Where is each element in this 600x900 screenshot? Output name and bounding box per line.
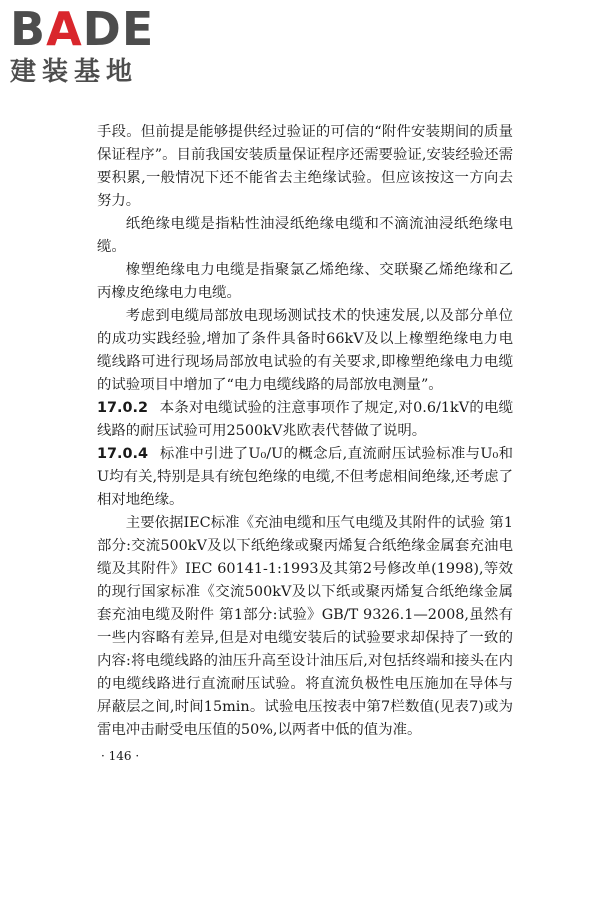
paragraph-paper-cable: 纸绝缘电缆是指粘性油浸纸绝缘电缆和不滴流油浸纸绝缘电缆。	[97, 216, 513, 255]
paragraph-partial-discharge: 考虑到电缆局部放电现场测试技术的快速发展,以及部分单位的成功实践经验,增加了条件具备时66kV及以上橡塑绝缘电力电缆线路可进行现场局部放电试验的有关要求,即橡塑绝缘电力电缆的试验项目中增加了“电力电缆线路的局部放电测量”。	[97, 308, 513, 393]
clause-text: 标准中引进了U₀/U的概念后,直流耐压试验标准与U₀和U均有关,特别是具有统包绝缘的电缆,不但考虑相间绝缘,还考虑了相对地绝缘。	[97, 446, 513, 508]
logo-letter-b: B	[10, 2, 47, 56]
clause-17-0-4	[97, 443, 513, 512]
logo-wordmark	[10, 2, 180, 56]
clause-text: 本条对电缆试验的注意事项作了规定,对0.6/1kV的电缆线路的耐压试验可用2500kV兆欧表代替做了说明。	[97, 400, 513, 439]
logo-subtitle: 建装基地	[10, 57, 139, 87]
page-number: · 146 ·	[101, 749, 140, 763]
document-body	[97, 121, 513, 766]
logo	[10, 2, 180, 87]
clause-17-0-2	[97, 397, 513, 443]
logo-letters-de: DE	[82, 2, 155, 56]
clause-number: 17.0.4	[97, 446, 148, 462]
paragraph-continuation: 手段。但前提是能够提供经过验证的可信的“附件安装期间的质量保证程序”。目前我国安装质量保证程序还需要验证,安装经验还需要积累,一般情况下还不能省去主绝缘试验。但应该按这一方向去努力。	[97, 124, 513, 209]
paragraph-rubber-plastic-cable: 橡塑绝缘电力电缆是指聚氯乙烯绝缘、交联聚乙烯绝缘和乙丙橡皮绝缘电力电缆。	[97, 262, 513, 301]
paragraph-iec-standard: 主要依据IEC标准《充油电缆和压气电缆及其附件的试验 第1部分:交流500kV及以下纸绝缘或聚丙烯复合纸绝缘金属套充油电缆及其附件》IEC 60141-1:1993及其第2号修改单(1998),等效的现行国家标准《交流500kV及以下纸或聚丙烯复合纸绝缘金属套充油电缆及附件 第1部分:试验》GB/T 9326.1—2008,虽然有一些内容略有差异,但是对电缆安装后的试验要求却保持了一致的内容:将电缆线路的油压升高至设计油压后,对包括终端和接头在内的电缆线路进行直流耐压试验。将直流负极性电压施加在导体与屏蔽层之间,时间15min。试验电压按表中第7栏数值(见表7)或为雷电冲击耐受电压值的50%,以两者中低的值为准。	[97, 515, 513, 738]
clause-number: 17.0.2	[97, 400, 148, 416]
logo-letter-a-accent: A	[46, 2, 83, 56]
